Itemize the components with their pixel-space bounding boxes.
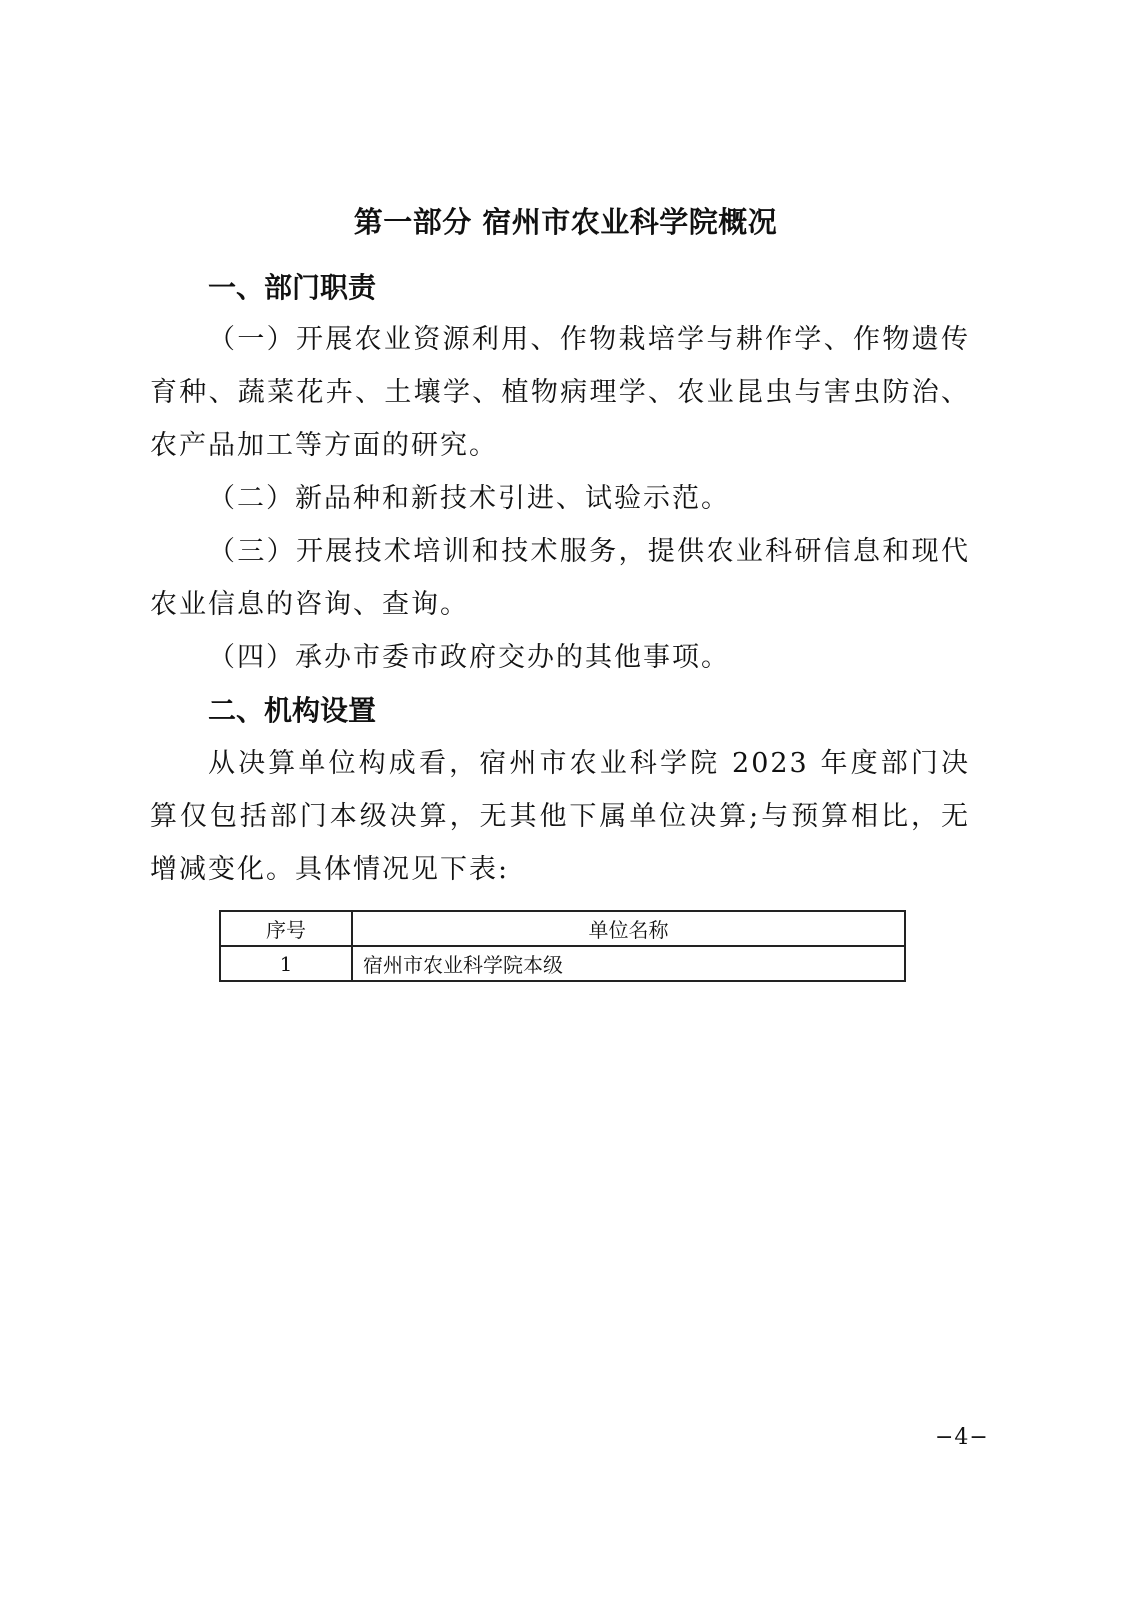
paragraph-structure: 从决算单位构成看，宿州市农业科学院 2023 年度部门决算仅包括部门本级决算，无其他下属单位决算;与预算相比，无增减变化。具体情况见下表: xyxy=(150,748,970,885)
table-header-unit-name: 单位名称 xyxy=(352,911,905,946)
paragraph-duty-1: （一）开展农业资源利用、作物栽培学与耕作学、作物遗传育种、蔬菜花卉、土壤学、植物病理学、农业昆虫与害虫防治、农产品加工等方面的研究。 xyxy=(150,324,970,461)
unit-table xyxy=(219,910,906,982)
table-row xyxy=(220,946,905,981)
table-cell-unit-name: 宿州市农业科学院本级 xyxy=(352,946,905,981)
section-heading-duties: 一、部门职责 xyxy=(208,271,377,304)
page-title: 第一部分 宿州市农业科学院概况 xyxy=(353,205,778,239)
page-number: −4− xyxy=(935,1425,989,1450)
table-header-index: 序号 xyxy=(220,911,352,946)
paragraph-duty-3: （三）开展技术培训和技术服务，提供农业科研信息和现代农业信息的咨询、查询。 xyxy=(150,536,970,620)
table-header-row xyxy=(220,911,905,946)
paragraph-duty-2: （二）新品种和新技术引进、试验示范。 xyxy=(208,483,730,514)
table-cell-index: 1 xyxy=(220,946,352,981)
section-heading-structure: 二、机构设置 xyxy=(208,694,377,727)
paragraph-duty-4: （四）承办市委市政府交办的其他事项。 xyxy=(208,642,730,673)
